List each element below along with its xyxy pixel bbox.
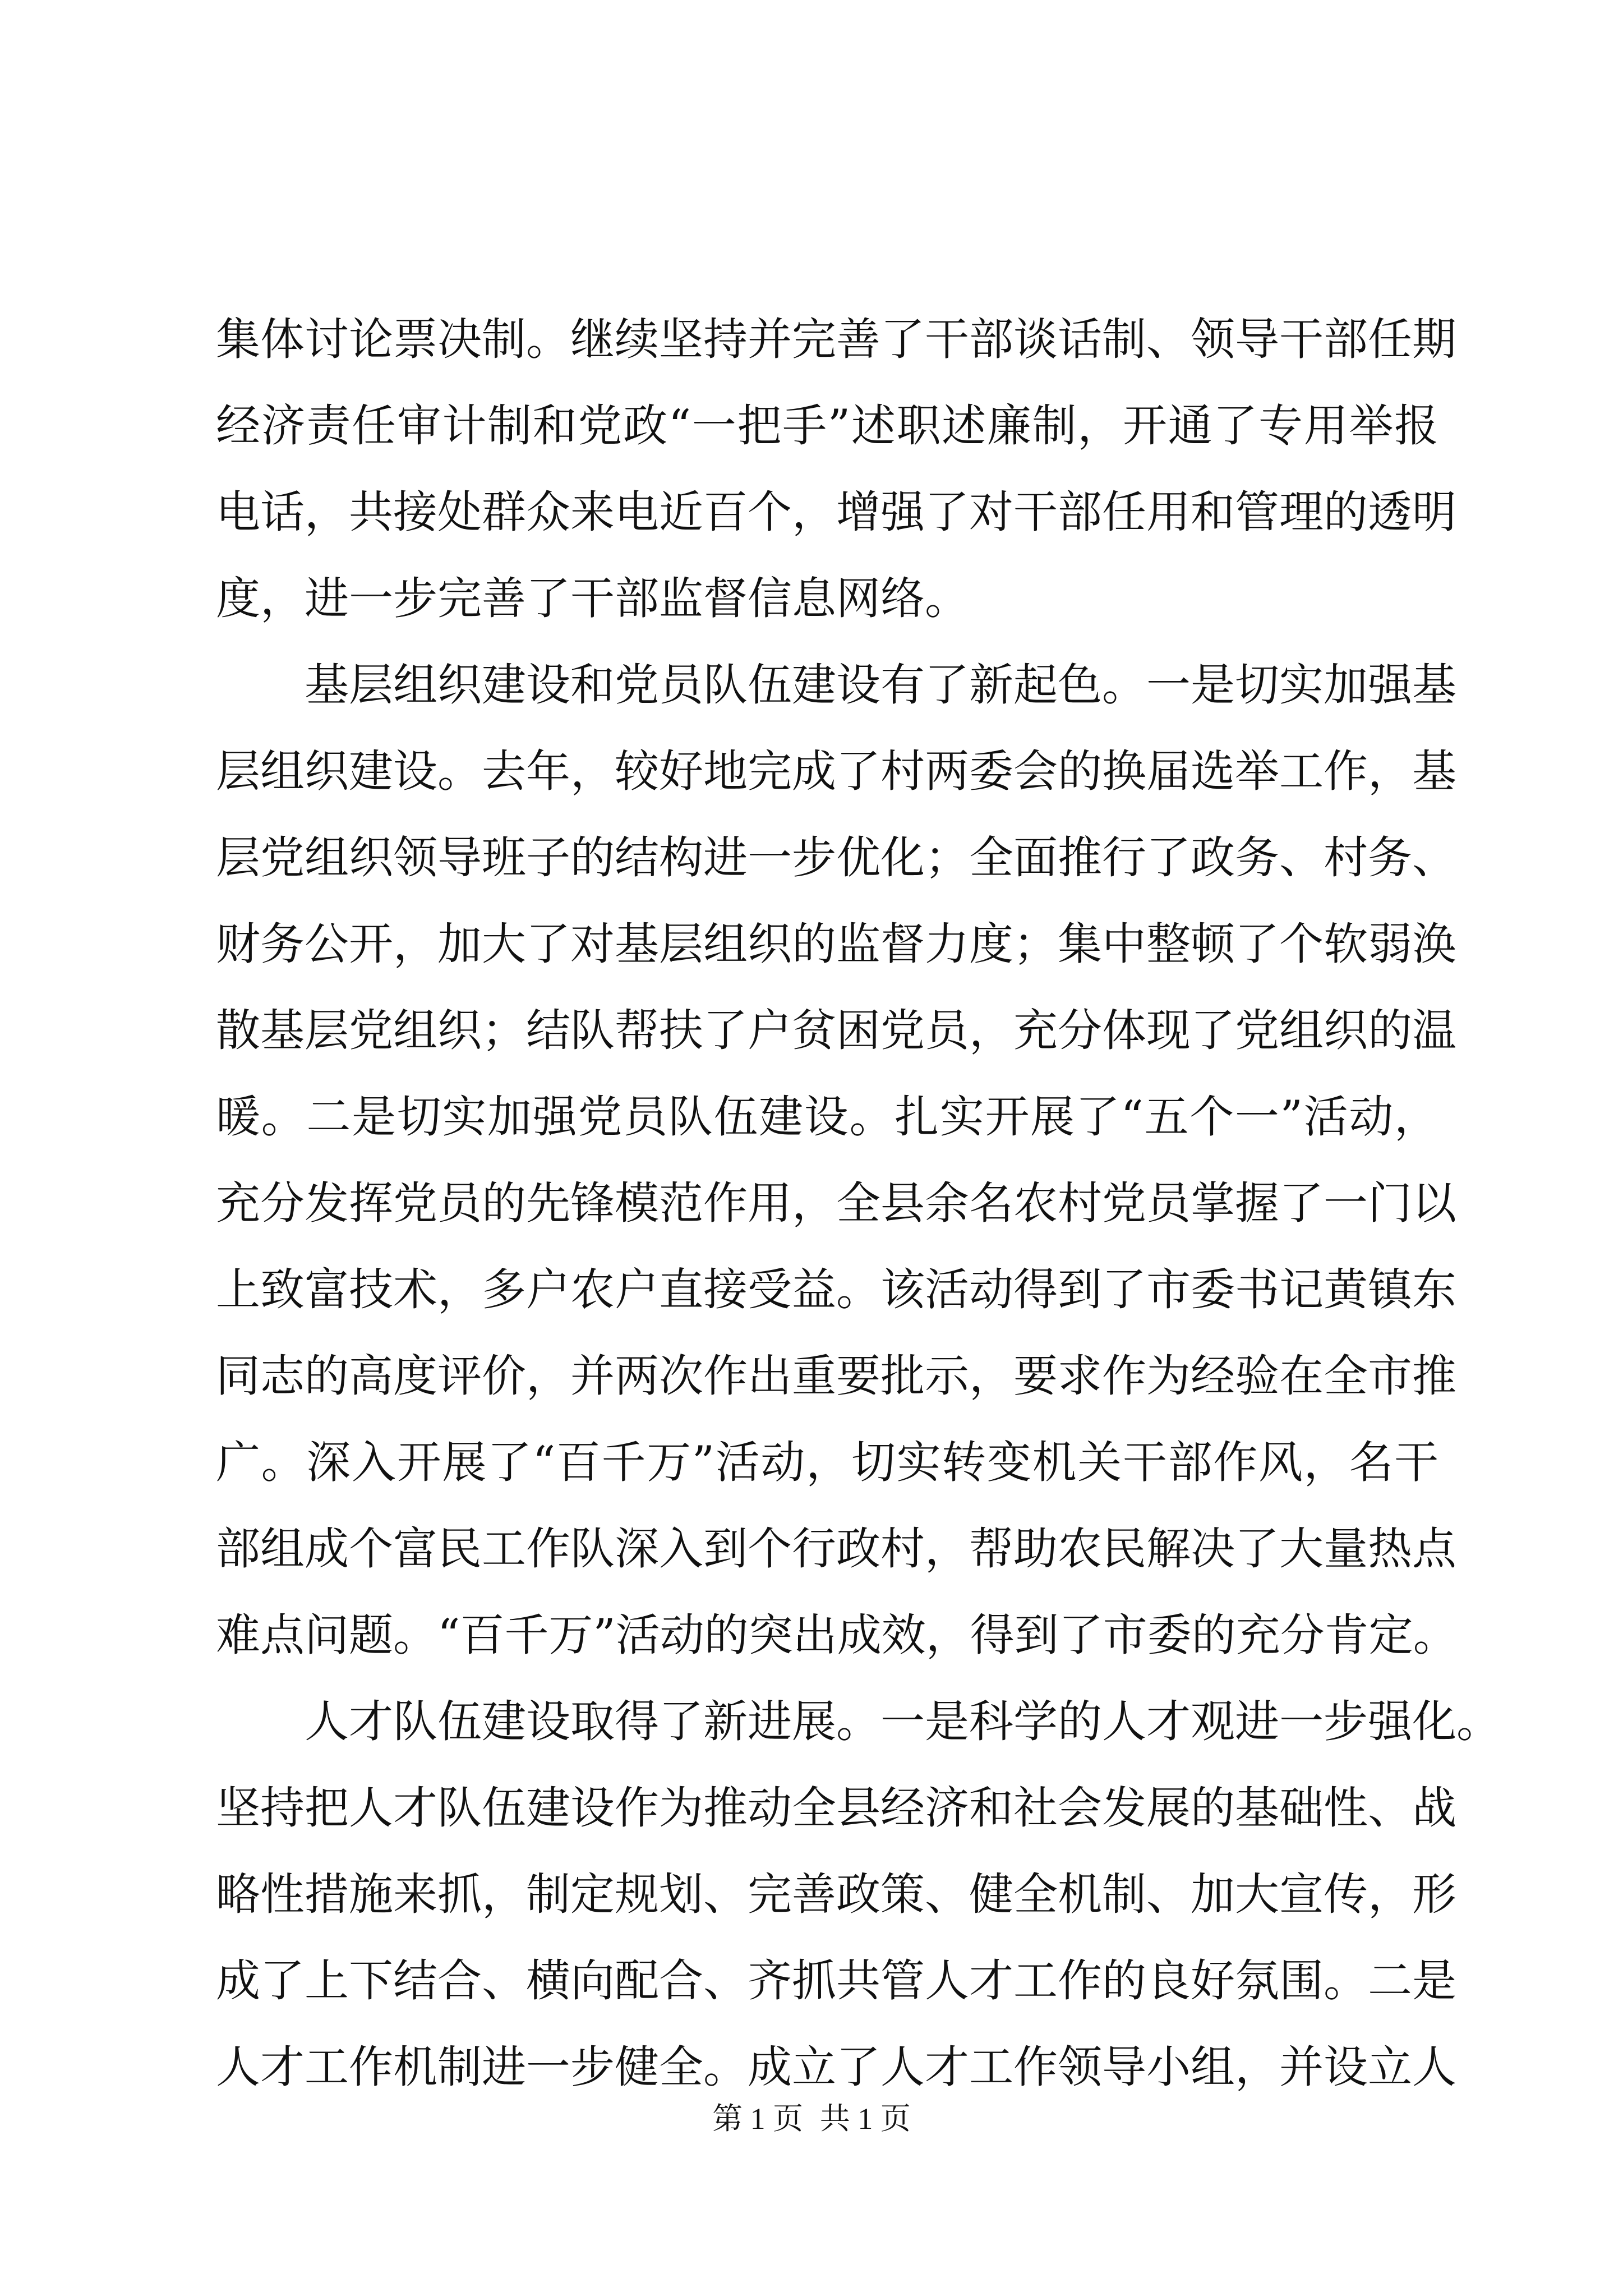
text-line: 财务公开，加大了对基层组织的监督力度；集中整顿了个软弱涣 [216, 918, 1456, 970]
text-line: 成了上下结合、横向配合、齐抓共管人才工作的良好氛围。二是 [216, 1955, 1456, 2007]
page-number: 第 1 页 [712, 2102, 804, 2136]
page-footer [0, 2099, 1623, 2138]
text-line: 上致富技术，多户农户直接受益。该活动得到了市委书记黄镇东 [216, 1264, 1456, 1315]
text-line: 散基层党组织；结队帮扶了户贫困党员，充分体现了党组织的温 [216, 1005, 1456, 1056]
text-line: 部组成个富民工作队深入到个行政村，帮助农民解决了大量热点 [216, 1523, 1456, 1575]
text-line: 充分发挥党员的先锋模范作用，全县余名农村党员掌握了一门以 [216, 1177, 1456, 1229]
text-line: 层党组织领导班子的结构进一步优化；全面推行了政务、村务、 [216, 832, 1456, 884]
text-line: 人才队伍建设取得了新进展。一是科学的人才观进一步强化。 [305, 1696, 1501, 1747]
text-line: 经济责任审计制和党政“一把手”述职述廉制，开通了专用举报 [216, 400, 1438, 452]
text-line: 电话，共接处群众来电近百个，增强了对干部任用和管理的透明 [216, 486, 1456, 538]
text-line: 同志的高度评价，并两次作出重要批示，要求作为经验在全市推 [216, 1350, 1456, 1402]
text-line: 人才工作机制进一步健全。成立了人才工作领导小组，并设立人 [216, 2041, 1456, 2093]
text-line: 坚持把人才队伍建设作为推动全县经济和社会发展的基础性、战 [216, 1782, 1456, 1834]
body-text [216, 296, 1501, 2110]
text-line: 略性措施来抓，制定规划、完善政策、健全机制、加大宣传，形 [216, 1869, 1456, 1920]
paragraph-3 [216, 1678, 1501, 2110]
text-line: 广。深入开展了“百千万”活动，切实转变机关干部作风，名干 [216, 1437, 1438, 1488]
paragraph-1 [216, 296, 1456, 642]
paragraph-2 [216, 642, 1458, 1678]
text-line: 基层组织建设和党员队伍建设有了新起色。一是切实加强基 [305, 659, 1456, 711]
text-line: 层组织建设。去年，较好地完成了村两委会的换届选举工作，基 [216, 746, 1456, 797]
text-line: 暖。二是切实加强党员队伍建设。扎实开展了“五个一”活动， [216, 1091, 1438, 1143]
page-total: 共 1 页 [819, 2102, 911, 2136]
text-line: 度，进一步完善了干部监督信息网络。 [216, 573, 969, 624]
text-line: 难点问题。“百千万”活动的突出成效，得到了市委的充分肯定。 [216, 1609, 1458, 1661]
text-line: 集体讨论票决制。继续坚持并完善了干部谈话制、领导干部任期 [216, 314, 1456, 365]
